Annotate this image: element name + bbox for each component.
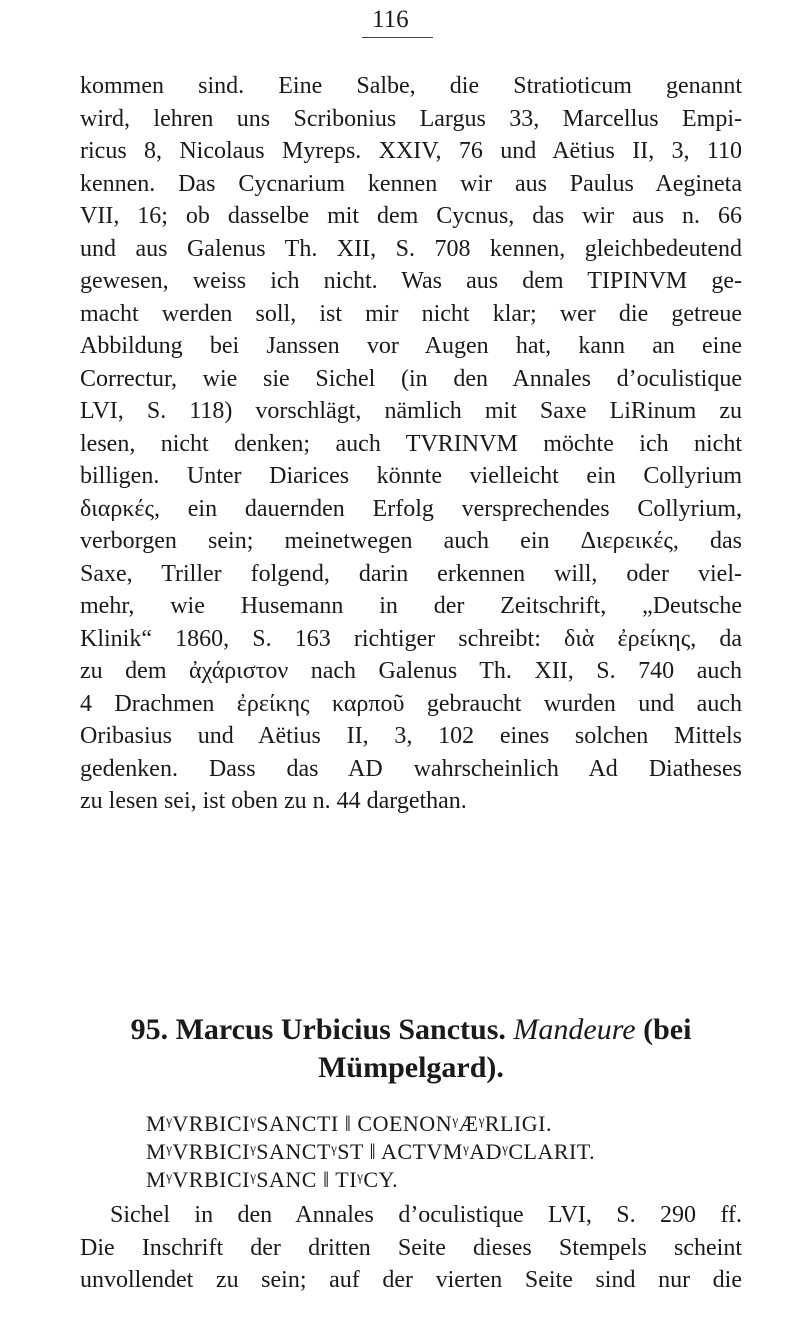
page-number: 116 bbox=[372, 6, 409, 33]
inscription-line: MᵞVRBICIᵞSANC ‖ TIᵞCY. bbox=[146, 1167, 399, 1192]
body-line: kennen. Das Cycnarium kennen wir aus Paulus Aegineta bbox=[80, 170, 742, 197]
body-line: macht werden soll, ist mir nicht klar; wer die getreue bbox=[80, 300, 742, 327]
heading-subtitle: Mümpelgard). bbox=[318, 1051, 504, 1084]
body-line: verborgen sein; meinetwegen auch ein Διερεικές, das bbox=[80, 528, 742, 554]
body-line: und aus Galenus Th. XII, S. 708 kennen, gleichbedeutend bbox=[80, 235, 742, 262]
body-line: gewesen, weiss ich nicht. Was aus dem TIPINVM ge- bbox=[80, 268, 742, 294]
inscription-line: MᵞVRBICIᵞSANCTI ‖ COENONᵞÆᵞRLIGI. bbox=[146, 1111, 552, 1136]
body-paragraph bbox=[80, 70, 742, 818]
heading-paren: (bei bbox=[643, 1013, 692, 1046]
tail-paragraph bbox=[80, 1199, 742, 1297]
body-line: ricus 8, Nicolaus Myreps. XXIV, 76 und Aëtius II, 3, 110 bbox=[80, 138, 742, 164]
tail-line: unvollendet zu sein; auf der vierten Seite sind nur die bbox=[80, 1267, 742, 1293]
body-line: wird, lehren uns Scribonius Largus 33, Marcellus Empi- bbox=[80, 105, 742, 132]
body-line: kommen sind. Eine Salbe, die Stratioticum genannt bbox=[80, 73, 742, 99]
body-line: billigen. Unter Diarices könnte vielleicht ein Collyrium bbox=[80, 463, 742, 489]
heading-title: 95. Marcus Urbicius Sanctus. bbox=[130, 1013, 506, 1046]
heading-place: Mandeure bbox=[513, 1013, 636, 1046]
body-line: mehr, wie Husemann in der Zeitschrift, „Deutsche bbox=[80, 593, 742, 619]
page-body bbox=[80, 70, 742, 818]
inscription-line: MᵞVRBICIᵞSANCTᵞST ‖ ACTVMᵞADᵞCLARIT. bbox=[146, 1139, 596, 1164]
body-line: διαρκές, ein dauernden Erfolg versprechendes Collyrium, bbox=[80, 495, 742, 522]
body-line: gedenken. Dass das AD wahrscheinlich Ad Diatheses bbox=[80, 755, 742, 782]
body-line: LVI, S. 118) vorschlägt, nämlich mit Saxe LiRinum zu bbox=[80, 398, 742, 424]
body-line: lesen, nicht denken; auch TVRINVM möchte ich nicht bbox=[80, 430, 742, 457]
body-line: zu lesen sei, ist oben zu n. 44 dargethan. bbox=[80, 788, 467, 814]
body-line: Oribasius und Aëtius II, 3, 102 eines solchen Mittels bbox=[80, 723, 742, 749]
body-line: 4 Drachmen ἐρείκης καρποῦ gebraucht wurden und auch bbox=[80, 690, 742, 717]
stamp-inscription bbox=[80, 1110, 742, 1194]
body-line: zu dem ἀχάριστον nach Galenus Th. XII, S. 740 auch bbox=[80, 658, 742, 684]
body-line: Klinik“ 1860, S. 163 richtiger schreibt: διὰ ἐρείκης, da bbox=[80, 625, 742, 652]
body-line: Correctur, wie sie Sichel (in den Annales d’oculistique bbox=[80, 365, 742, 392]
tail-line: Die Inschrift der dritten Seite dieses Stempels scheint bbox=[80, 1234, 742, 1261]
body-line: Abbildung bei Janssen vor Augen hat, kann an eine bbox=[80, 333, 742, 359]
body-line: Saxe, Triller folgend, darin erkennen will, oder viel- bbox=[80, 560, 742, 587]
section-heading bbox=[80, 1011, 742, 1087]
body-line: VII, 16; ob dasselbe mit dem Cycnus, das wir aus n. 66 bbox=[80, 203, 742, 229]
tail-line: Sichel in den Annales d’oculistique LVI, S. 290 ff. bbox=[110, 1202, 742, 1228]
